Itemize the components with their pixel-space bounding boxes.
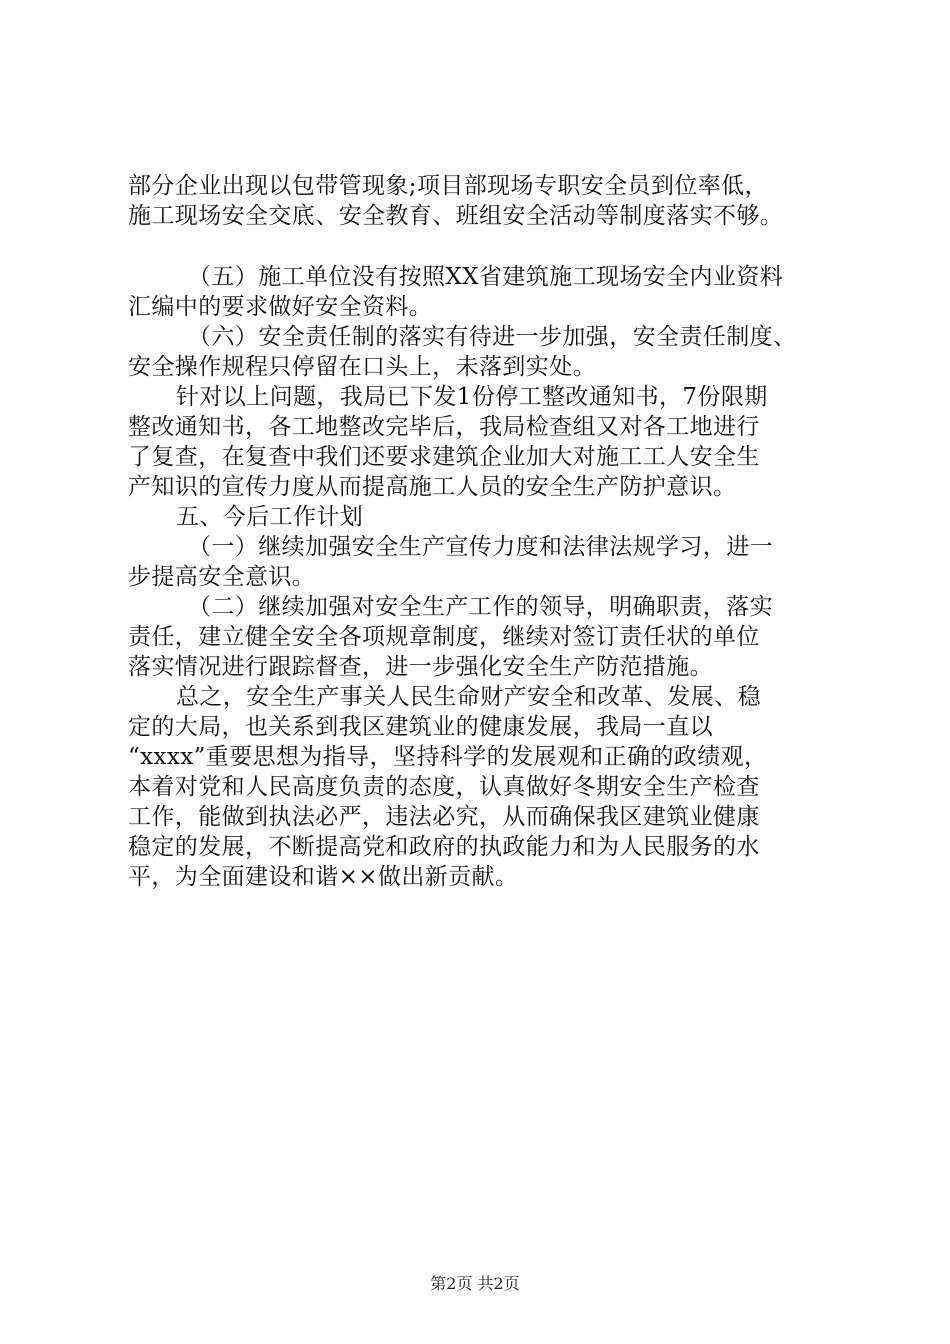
- text-line: 产知识的宣传力度从而提高施工人员的安全生产防护意识。: [128, 474, 737, 500]
- text-line: 整改通知书，各工地整改完毕后，我局检查组又对各工地进行: [128, 414, 760, 440]
- text-line: （二）继续加强对安全生产工作的领导，明确职责，落实: [188, 594, 773, 620]
- text-line: 本着对党和人民高度负责的态度，认真做好冬期安全生产检查: [128, 774, 760, 800]
- text-line: 平，为全面建设和谐××做出新贡献。: [128, 864, 519, 890]
- section-heading: 五、今后工作计划: [176, 504, 364, 530]
- text-line: （一）继续加强安全生产宣传力度和法律法规学习，进一: [188, 534, 773, 560]
- text-line: 定的大局，也关系到我区建筑业的健康发展，我局一直以: [128, 714, 713, 740]
- text-line: 部分企业出现以包带管现象;项目部现场专职安全员到位率低，: [128, 173, 768, 199]
- text-line: 了复查，在复查中我们还要求建筑企业加大对施工工人安全生: [128, 444, 760, 470]
- text-line: “xxxx”重要思想为指导，坚持科学的发展观和正确的政绩观，: [128, 744, 768, 770]
- page-footer: [0, 1274, 950, 1294]
- text-line: 步提高安全意识。: [128, 564, 316, 590]
- text-line: 安全操作规程只停留在口头上，未落到实处。: [128, 354, 596, 380]
- text-line: 工作，能做到执法必严，违法必究，从而确保我区建筑业健康: [128, 804, 760, 830]
- text-line: 总之，安全生产事关人民生命财产安全和改革、发展、稳: [176, 684, 761, 710]
- text-line: 责任，建立健全安全各项规章制度，继续对签订责任状的单位: [128, 624, 760, 650]
- text-line: 针对以上问题，我局已下发1份停工整改通知书，7份限期: [176, 384, 768, 410]
- document-body: [128, 171, 828, 892]
- text-line: 汇编中的要求做好安全资料。: [128, 294, 433, 320]
- text-line: 落实情况进行跟踪督查，进一步强化安全生产防范措施。: [128, 654, 713, 680]
- text-line: （五）施工单位没有按照XX省建筑施工现场安全内业资料: [188, 264, 784, 290]
- text-line: 施工现场安全交底、安全教育、班组安全活动等制度落实不够。: [128, 203, 784, 229]
- text-line: （六）安全责任制的落实有待进一步加强，安全责任制度、: [188, 324, 797, 350]
- page-number-label: 第2页 共2页: [430, 1274, 520, 1293]
- text-line: 稳定的发展，不断提高党和政府的执政能力和为人民服务的水: [128, 834, 760, 860]
